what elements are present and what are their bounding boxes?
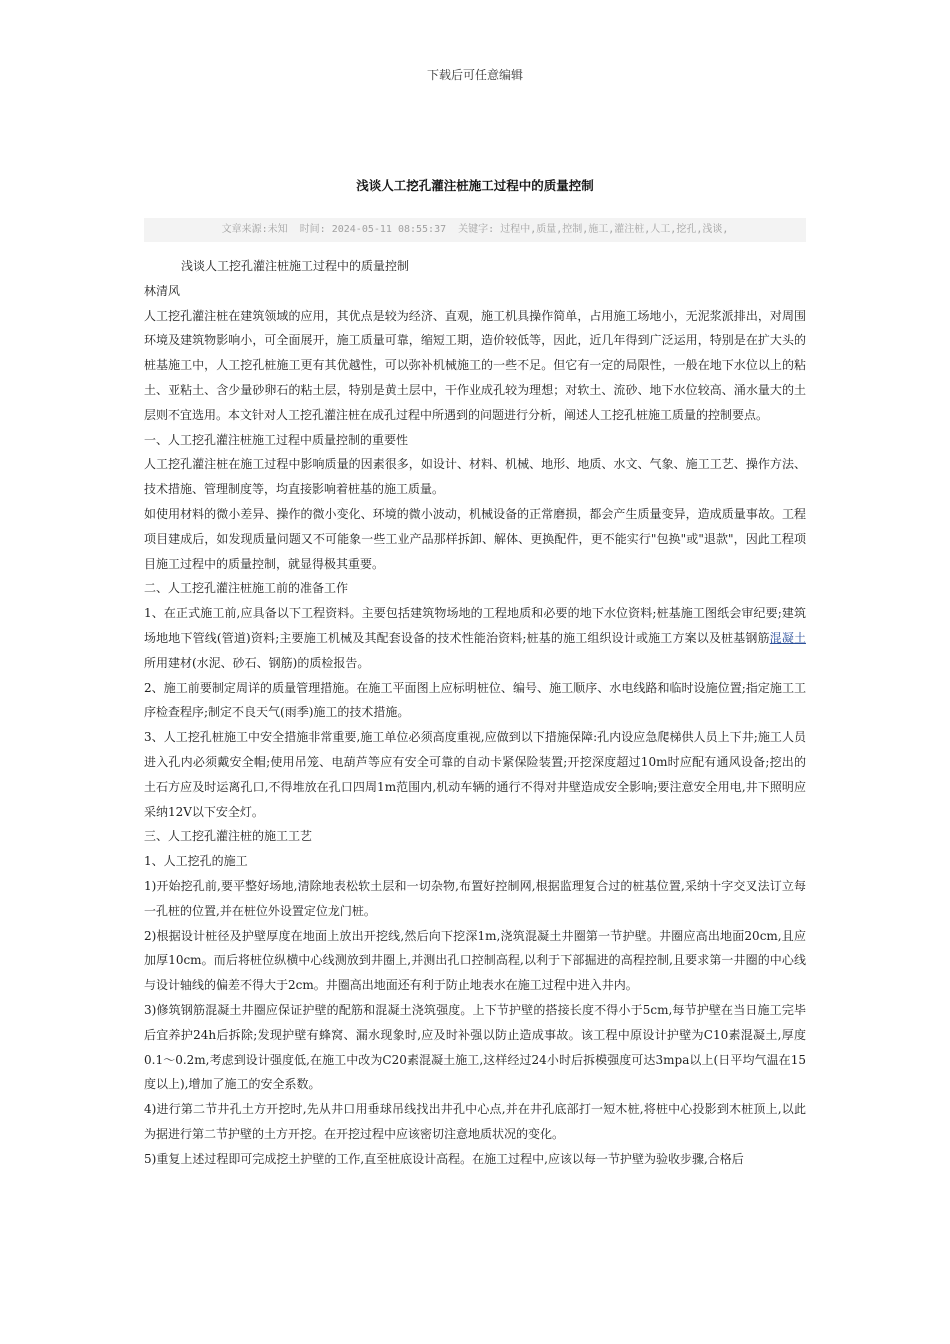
paragraph-2-2: 2、施工前要制定周详的质量管理措施。在施工平面图上应标明桩位、编号、施工顺序、水电线路和临时设施位置;指定施工工序检查程序;制定不良天气(雨季)施工的技术措施。: [144, 680, 806, 720]
paragraph-intro: 人工挖孔灌注桩在建筑领域的应用，其优点是较为经济、直观，施工机具操作简单，占用施工场地小，无泥浆派排出，对周围环境及建筑物影响小，可全面展开，施工质量可靠，缩短工期，造价较低等，因此，近几年得到广泛运用，特别是在扩大头的桩基施工中，人工挖孔桩施工更有其优越性，可以弥补机械施工的一些不足。但它有一定的局限性，一般在地下水位以上的粘土、亚粘土、含少量砂卵石的粘土层，特别是黄土层中，干作业成孔较为理想；对软土、流砂、地下水位较高、涌水量大的土层则不宜选用。本文针对人工挖孔灌注桩在成孔过程中所遇到的问题进行分析，阐述人工挖孔桩施工质量的控制要点。: [144, 308, 806, 422]
step-1: 1)开始挖孔前,要平整好场地,清除地表松软土层和一切杂物,布置好控制网,根据监理复合过的桩基位置,采纳十字交叉法订立每一孔桩的位置,并在桩位外设置定位龙门桩。: [144, 878, 806, 918]
paragraph-1b: 如使用材料的微小差异、操作的微小变化、环境的微小波动，机械设备的正常磨损，都会产生质量变异，造成质量事故。工程项目建成后，如发现质量问题又不可能象一些工业产品那样拆卸、解体、更换配件，更不能实行"包换"或"退款"，因此工程项目施工过程中的质量控制，就显得极其重要。: [144, 506, 806, 571]
paragraph-2-3: 3、人工挖孔桩施工中安全措施非常重要,施工单位必须高度重视,应做到以下措施保障:孔内设应急爬梯供人员上下井;施工人员进入孔内必须戴安全帽;使用吊笼、电葫芦等应有安全可靠的自动卡紧保险装置;开挖深度超过10m时应配有通风设备;挖出的土石方应及时运离孔口,不得堆放在孔口四周1m范围内,机动车辆的通行不得对井壁造成安全影响;要注意安全用电,井下照明应采纳12V以下安全灯。: [144, 730, 806, 819]
section-heading-2: 二、人工挖孔灌注桩施工前的准备工作: [144, 581, 349, 596]
meta-keywords: 关键字: 过程中,质量,控制,施工,灌注桩,人工,挖孔,浅谈,: [458, 224, 729, 235]
step-2: 2)根据设计桩径及护壁厚度在地面上放出开挖线,然后向下挖深1m,浇筑混凝土井圈第一节护壁。井圈应高出地面20cm,且应加厚10cm。而后将桩位纵横中心线测放到井圈上,并测出孔口控制高程,以利于下部掘进的高程控制,且要求第一井圈的中心线与设计轴线的偏差不得大于2cm。井圈高出地面还有利于防止地表水在施工过程中进入井内。: [144, 928, 806, 993]
article-body: [144, 254, 806, 1171]
meta-source: 文章来源:未知: [221, 224, 288, 235]
article-meta-bar: [144, 218, 806, 242]
section-heading-3: 三、人工挖孔灌注桩的施工工艺: [144, 829, 313, 844]
step-5: 5)重复上述过程即可完成挖土护壁的工作,直至桩底设计高程。在施工过程中,应该以每一节护壁为验收步骤,合格后: [144, 1151, 744, 1166]
step-3: 3)修筑钢筋混凝土井圈应保证护壁的配筋和混凝土浇筑强度。上下节护壁的搭接长度不得小于5cm,每节护壁在当日施工完毕后宜养护24h后拆除;发现护壁有蜂窝、漏水现象时,应及时补强以防止造成事故。该工程中原设计护壁为C10素混凝土,厚度0.1～0.2m,考虑到设计强度低,在施工中改为C20素混凝土施工,这样经过24小时后拆模强度可达3mpa以上(日平均气温在15度以上),增加了施工的安全系数。: [144, 1002, 806, 1092]
paragraph-2-1: [144, 601, 806, 675]
meta-time: 时间: 2024-05-11 08:55:37: [299, 224, 447, 235]
article-title: 浅谈人工挖孔灌注桩施工过程中的质量控制: [356, 178, 594, 193]
paragraph-2-1-tail: 所用建材(水泥、砂石、钢筋)的质检报告。: [144, 655, 370, 670]
section-heading-1: 一、人工挖孔灌注桩施工过程中质量控制的重要性: [144, 432, 409, 447]
step-4: 4)进行第二节井孔土方开挖时,先从井口用垂球吊线找出井孔中心点,并在井孔底部打一短木桩,将桩中心投影到木桩顶上,以此为据进行第二节护壁的土方开挖。在开挖过程中应该密切注意地质状况的变化。: [144, 1102, 806, 1141]
header-note: 下载后可任意编辑: [426, 68, 523, 82]
paragraph-2-1-text: 1、在正式施工前,应具备以下工程资料。主要包括建筑物场地的工程地质和必要的地下水位资料;桩基施工图纸会审纪要;建筑场地地下管线(管道)资料;主要施工机械及其配套设备的技术性能治资料;桩基的施工组织设计或施工方案以及桩基钢筋: [144, 606, 806, 645]
subheading-3-1: 1、人工挖孔的施工: [144, 854, 248, 869]
author: 林清风: [144, 283, 181, 298]
concrete-link[interactable]: 混凝土: [769, 630, 806, 645]
body-subtitle: 浅谈人工挖孔灌注桩施工过程中的质量控制: [181, 259, 410, 273]
paragraph-1a: 人工挖孔灌注桩在施工过程中影响质量的因素很多，如设计、材料、机械、地形、地质、水文、气象、施工工艺、操作方法、技术措施、管理制度等，均直接影响着桩基的施工质量。: [144, 457, 806, 497]
